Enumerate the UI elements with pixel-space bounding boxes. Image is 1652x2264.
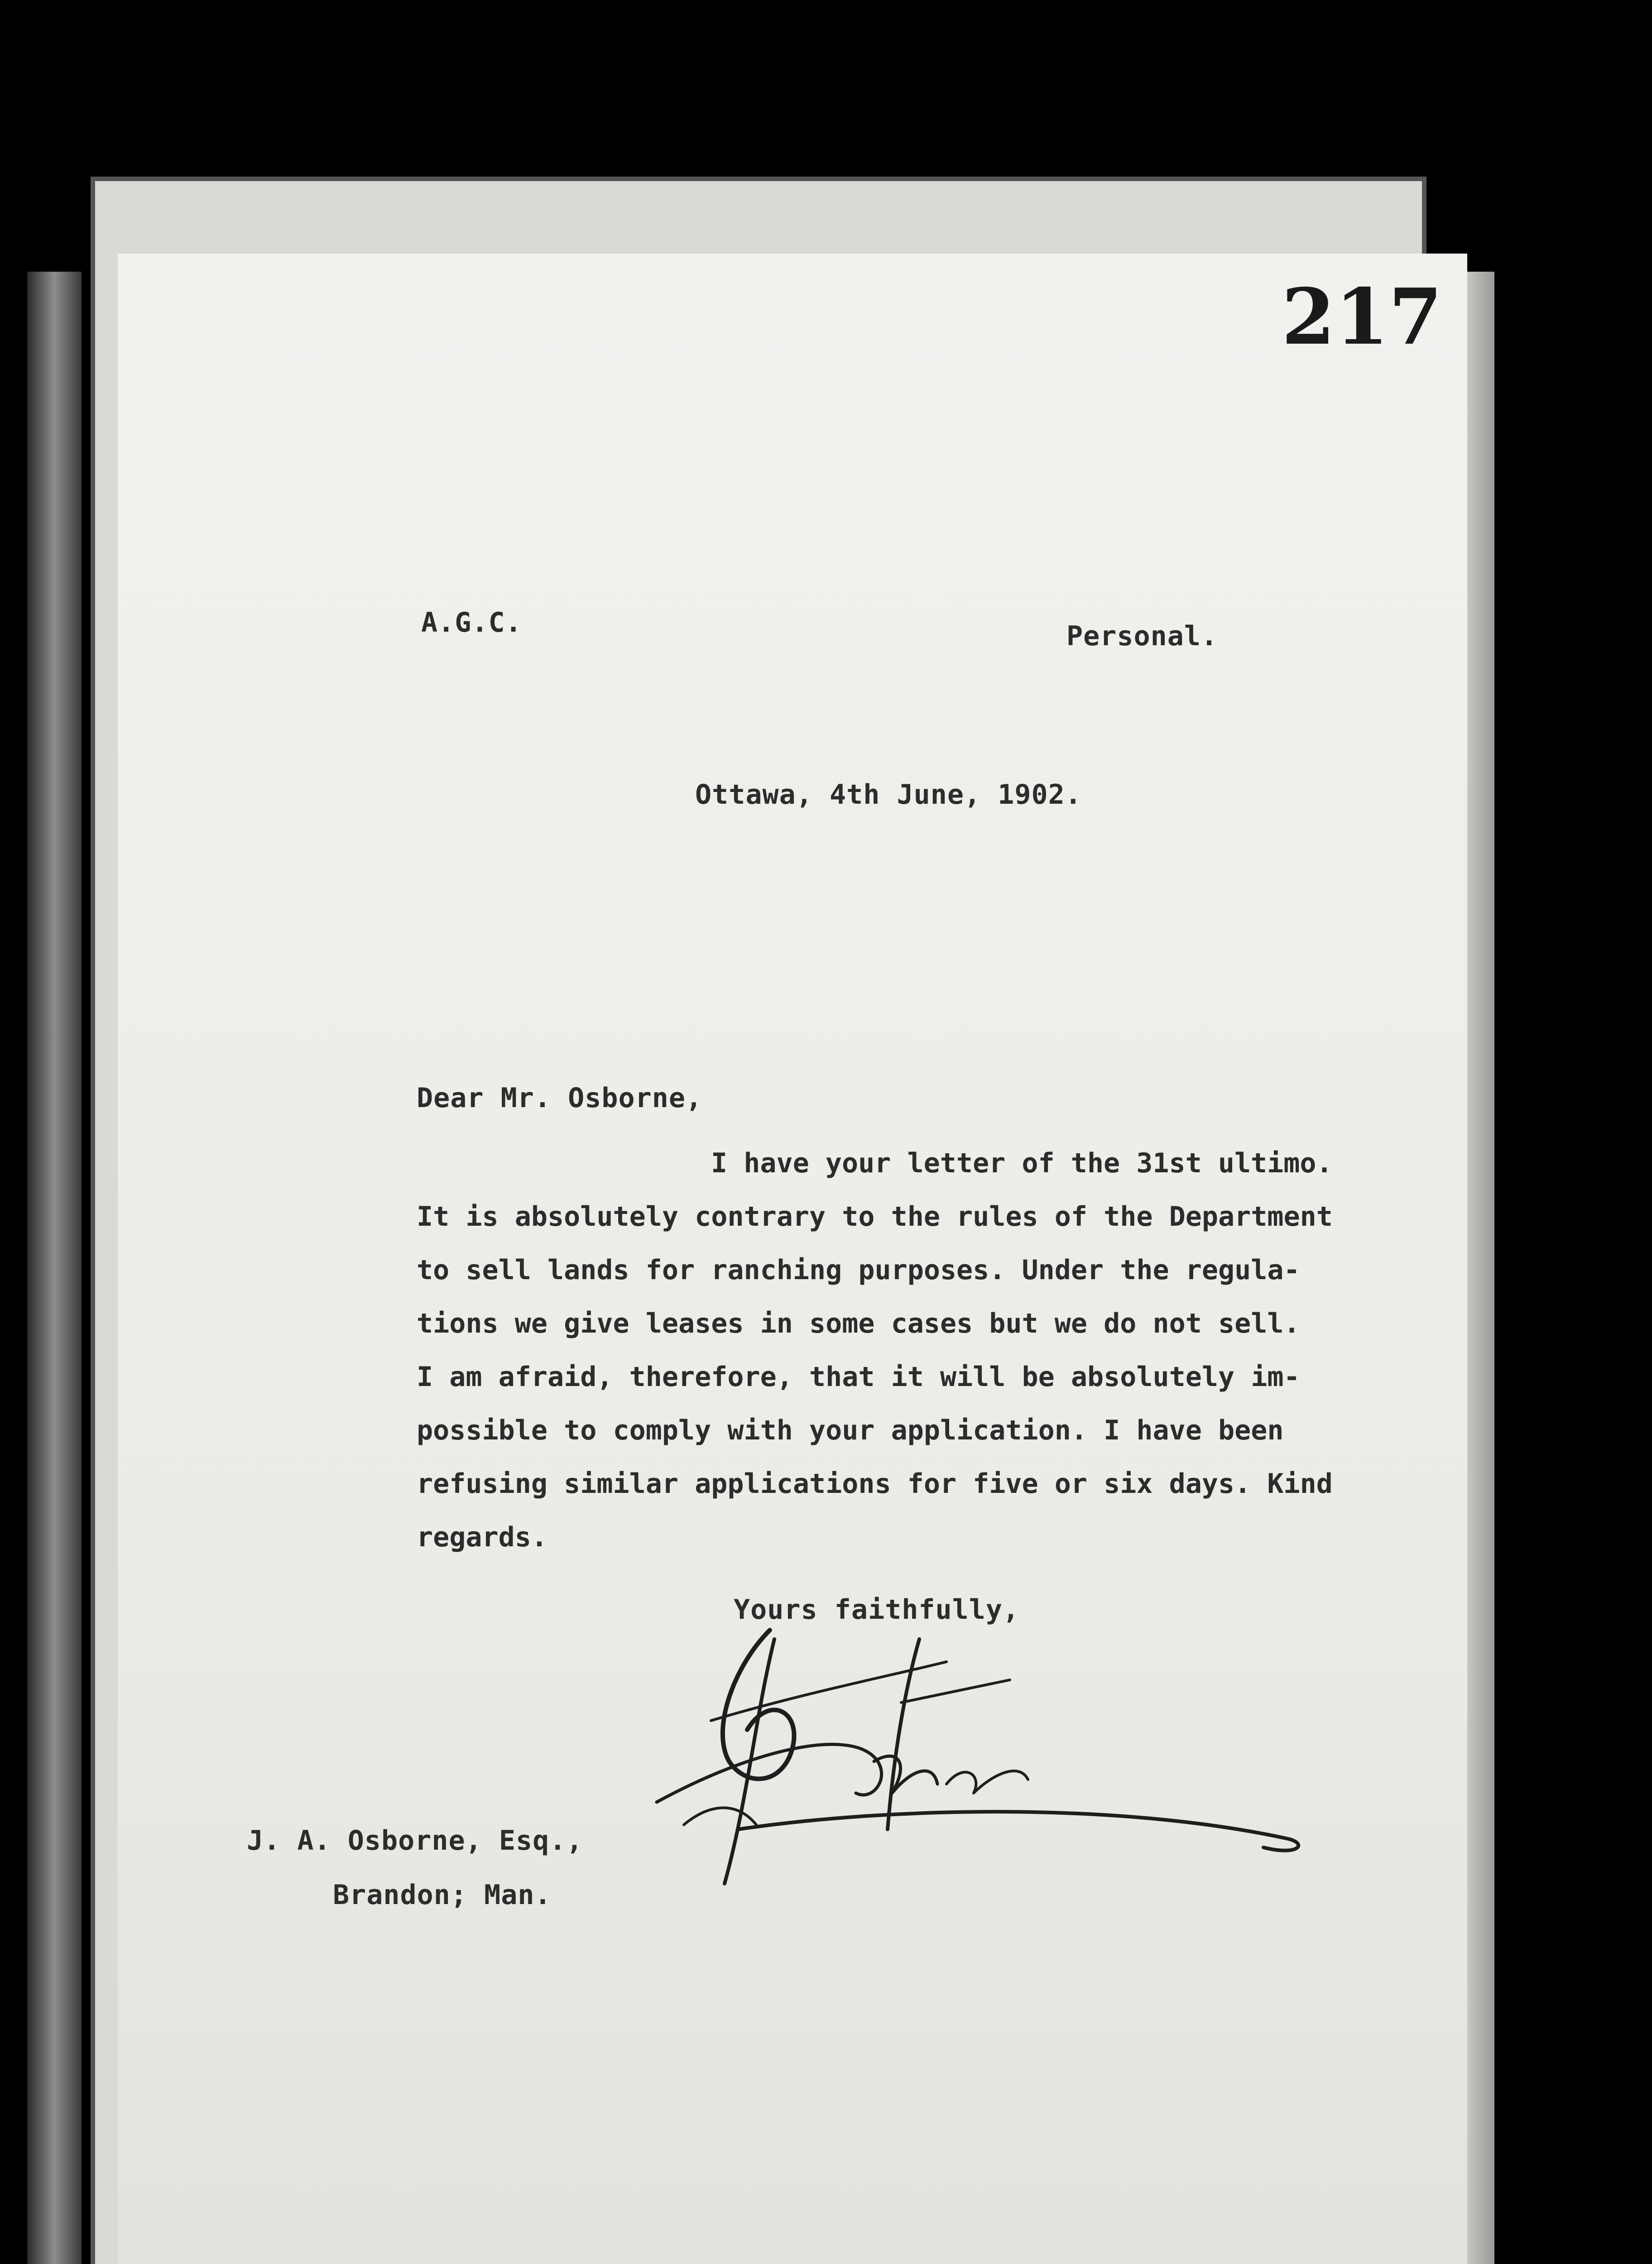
body-line: I am afraid, therefore, that it will be absolutely im- bbox=[417, 1361, 1300, 1393]
body-line: tions we give leases in some cases but we do not sell. bbox=[417, 1308, 1300, 1339]
addressee-name: J. A. Osborne, Esq., bbox=[247, 1825, 583, 1856]
addressee-location: Brandon; Man. bbox=[333, 1879, 552, 1911]
dateline: Ottawa, 4th June, 1902. bbox=[695, 779, 1082, 811]
body-line: possible to comply with your application. I have been bbox=[417, 1415, 1284, 1446]
closing: Yours faithfully, bbox=[734, 1594, 1020, 1626]
personal-mark: Personal. bbox=[1066, 620, 1218, 652]
body-line: It is absolutely contrary to the rules of the Department bbox=[417, 1201, 1333, 1233]
film-edge-strip bbox=[27, 272, 82, 2264]
salutation: Dear Mr. Osborne, bbox=[417, 1082, 703, 1114]
letter-body bbox=[417, 1137, 1381, 1564]
body-line: I have your letter of the 31st ultimo. bbox=[711, 1147, 1333, 1179]
body-line: refusing similar applications for five or six days. Kind bbox=[417, 1468, 1333, 1500]
body-line: regards. bbox=[417, 1521, 547, 1553]
reference-code: A.G.C. bbox=[421, 607, 522, 638]
body-line: to sell lands for ranching purposes. Under the regula- bbox=[417, 1254, 1300, 1286]
handwritten-signature bbox=[620, 1612, 1327, 1956]
page-number: 217 bbox=[1282, 272, 1442, 362]
